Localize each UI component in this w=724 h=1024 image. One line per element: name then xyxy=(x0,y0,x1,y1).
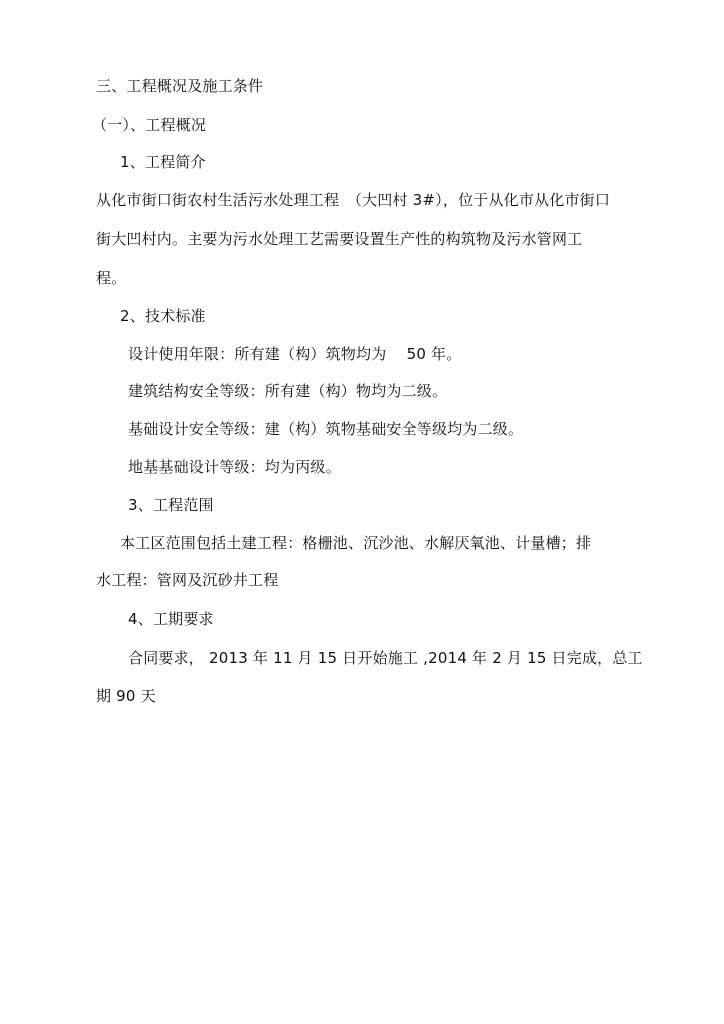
item4-paragraph-line: 合同要求， 2013 年 11 月 15 日开始施工 ,2014 年 2 月 15 日完成，总工 xyxy=(128,649,643,667)
item1-title: 1、工程简介 xyxy=(120,153,206,171)
item3-title: 3、工程范围 xyxy=(128,496,214,514)
item1-paragraph-line: 街大凹村内。主要为污水处理工艺需要设置生产性的构筑物及污水管网工 xyxy=(96,230,583,248)
item2-standard-line: 地基基础设计等级：均为丙级。 xyxy=(128,458,341,476)
item1-paragraph-line: 程。 xyxy=(96,269,127,287)
item3-paragraph-line: 本工区范围包括土建工程：格栅池、沉沙池、水解厌氧池、计量槽；排 xyxy=(120,534,592,552)
item2-standard-line: 设计使用年限：所有建（构）筑物均为 50 年。 xyxy=(128,345,462,363)
item4-paragraph-line: 期 90 天 xyxy=(96,687,156,705)
section-heading: 三、工程概况及施工条件 xyxy=(96,77,264,95)
item3-paragraph-line: 水工程：管网及沉砂井工程 xyxy=(96,571,279,589)
item4-title: 4、工期要求 xyxy=(128,610,214,628)
subsection-heading: （一）、工程概况 xyxy=(92,116,207,134)
item2-standard-line: 基础设计安全等级：建（构）筑物基础安全等级均为二级。 xyxy=(128,420,524,438)
item2-standard-line: 建筑结构安全等级：所有建（构）物均为二级。 xyxy=(128,382,448,400)
item1-paragraph-line: 从化市街口街农村生活污水处理工程 （大凹村 3#），位于从化市从化市街口 xyxy=(96,191,611,209)
item2-title: 2、技术标准 xyxy=(120,307,206,325)
